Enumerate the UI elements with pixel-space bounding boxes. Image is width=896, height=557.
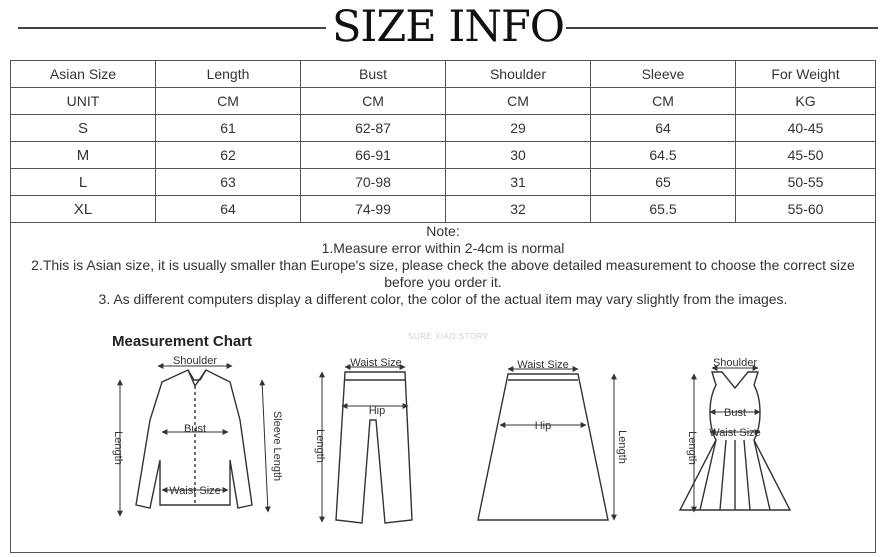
note-heading: Note: bbox=[426, 223, 460, 239]
note-line-3: 3. As different computers display a different color, the color of the actual item may vary slightly from the images. bbox=[98, 291, 788, 307]
title-rule-right bbox=[566, 27, 878, 29]
pants-label-length: Length bbox=[314, 429, 326, 463]
table-cell: 66-91 bbox=[301, 142, 446, 169]
header-shoulder: Shoulder bbox=[446, 61, 591, 88]
dress-label-length: Length bbox=[686, 431, 698, 465]
table-header-row bbox=[11, 61, 876, 88]
shirt-label-waist: Waist Size bbox=[169, 485, 221, 497]
table-cell: 74-99 bbox=[301, 196, 446, 223]
table-cell: 65.5 bbox=[591, 196, 736, 223]
skirt-outline bbox=[478, 374, 608, 520]
header-for-weight: For Weight bbox=[736, 61, 876, 88]
table-row bbox=[11, 115, 876, 142]
size-label: M bbox=[11, 142, 156, 169]
header-asian-size: Asian Size bbox=[11, 61, 156, 88]
pants-illustration bbox=[322, 367, 412, 523]
dress-label-shoulder: Shoulder bbox=[712, 357, 758, 369]
size-label: S bbox=[11, 115, 156, 142]
unit-cell: CM bbox=[156, 88, 301, 115]
unit-cell: KG bbox=[736, 88, 876, 115]
shirt-label-sleeve: Sleeve Length bbox=[271, 410, 283, 482]
dress-label-bust: Bust bbox=[723, 407, 747, 419]
table-row bbox=[11, 169, 876, 196]
pants-outline bbox=[336, 372, 412, 523]
watermark: SURE XIAO STORY bbox=[408, 332, 489, 341]
shirt-arrow-sleeve bbox=[262, 380, 268, 512]
title-rule-left bbox=[18, 27, 326, 29]
shirt-collar bbox=[188, 370, 206, 386]
note-line-1: 1.Measure error within 2-4cm is normal bbox=[321, 240, 565, 256]
table-cell: 40-45 bbox=[736, 115, 876, 142]
page-title: SIZE INFO bbox=[331, 2, 565, 52]
table-cell: 31 bbox=[446, 169, 591, 196]
table-cell: 63 bbox=[156, 169, 301, 196]
title-row bbox=[0, 0, 896, 56]
table-cell: 70-98 bbox=[301, 169, 446, 196]
header-sleeve: Sleeve bbox=[591, 61, 736, 88]
size-table bbox=[10, 60, 876, 223]
skirt-illustration bbox=[478, 369, 614, 520]
table-cell: 64.5 bbox=[591, 142, 736, 169]
measurement-chart bbox=[96, 322, 816, 542]
skirt-label-waist: Waist Size bbox=[517, 359, 569, 371]
table-row bbox=[11, 142, 876, 169]
table-cell: 65 bbox=[591, 169, 736, 196]
header-length: Length bbox=[156, 61, 301, 88]
measurement-chart-title: Measurement Chart bbox=[112, 333, 253, 350]
table-unit-row bbox=[11, 88, 876, 115]
header-bust: Bust bbox=[301, 61, 446, 88]
shirt-label-bust: Bust bbox=[183, 423, 207, 435]
skirt-label-hip: Hip bbox=[534, 420, 552, 432]
shirt-label-length: Length bbox=[112, 431, 124, 465]
unit-cell: UNIT bbox=[11, 88, 156, 115]
note-line-2-continued: before you order it. bbox=[384, 274, 502, 290]
dress-label-waist: Waist Size bbox=[709, 427, 761, 439]
table-row bbox=[11, 196, 876, 223]
size-label: L bbox=[11, 169, 156, 196]
note-line-2: 2.This is Asian size, it is usually smaller than Europe's size, please check the above detailed measurement to choose the correct size bbox=[31, 257, 855, 273]
table-cell: 32 bbox=[446, 196, 591, 223]
unit-cell: CM bbox=[446, 88, 591, 115]
table-cell: 55-60 bbox=[736, 196, 876, 223]
unit-cell: CM bbox=[591, 88, 736, 115]
table-cell: 30 bbox=[446, 142, 591, 169]
table-cell: 62 bbox=[156, 142, 301, 169]
table-cell: 64 bbox=[156, 196, 301, 223]
pants-label-waist: Waist Size bbox=[350, 357, 402, 369]
skirt-label-length: Length bbox=[616, 430, 628, 464]
table-cell: 61 bbox=[156, 115, 301, 142]
unit-cell: CM bbox=[301, 88, 446, 115]
shirt-label-shoulder: Shoulder bbox=[172, 355, 218, 367]
table-cell: 50-55 bbox=[736, 169, 876, 196]
table-cell: 62-87 bbox=[301, 115, 446, 142]
table-cell: 64 bbox=[591, 115, 736, 142]
size-label: XL bbox=[11, 196, 156, 223]
table-cell: 45-50 bbox=[736, 142, 876, 169]
table-cell: 29 bbox=[446, 115, 591, 142]
pants-label-hip: Hip bbox=[368, 405, 386, 417]
